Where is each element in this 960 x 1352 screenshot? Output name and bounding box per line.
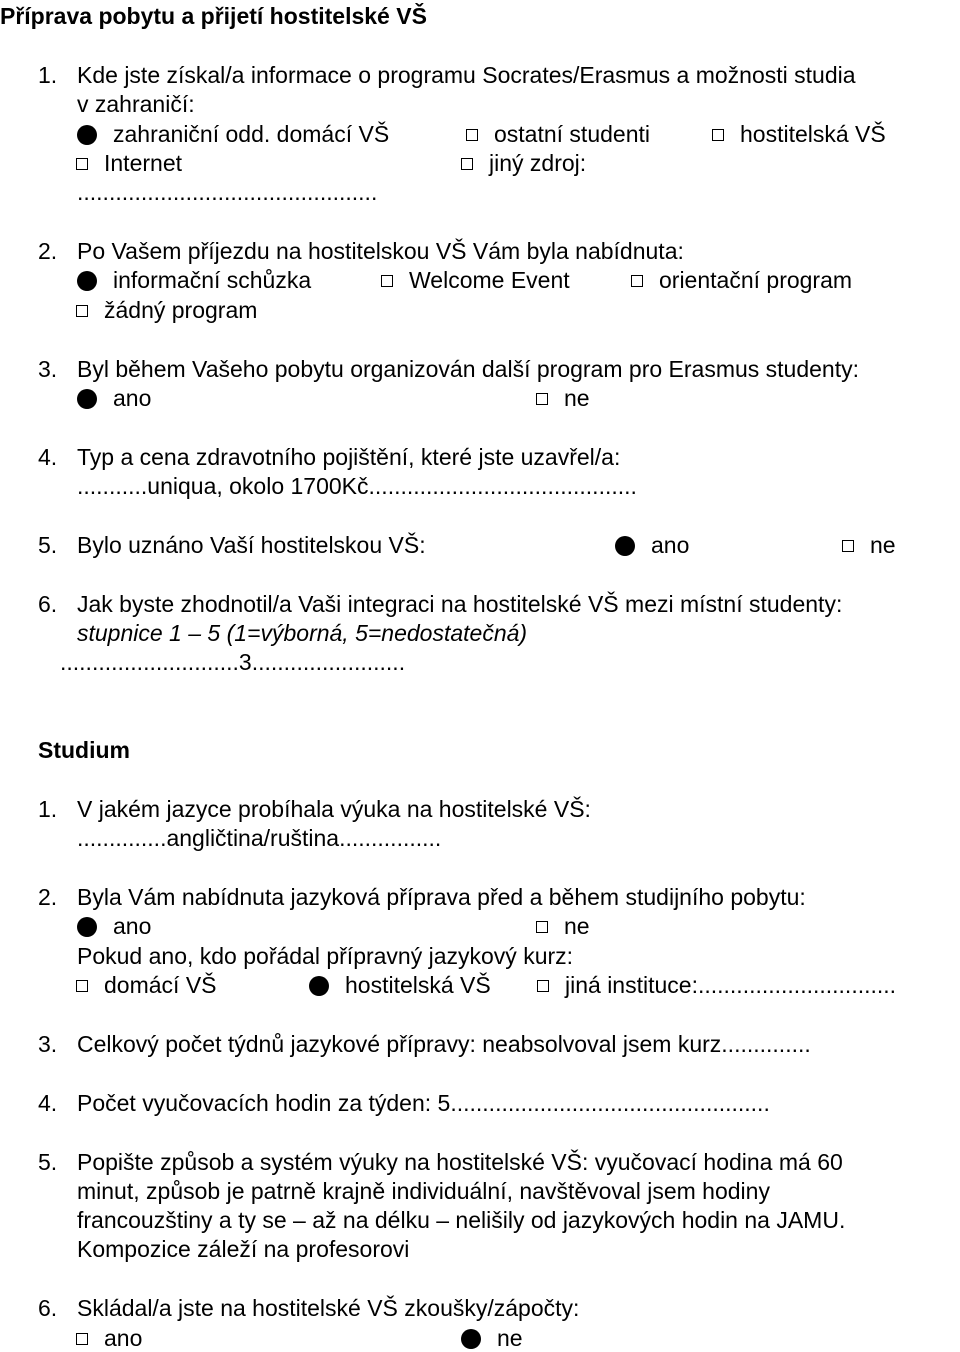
option-ano[interactable] bbox=[615, 531, 689, 559]
option-label: hostitelská VŠ bbox=[345, 972, 491, 998]
option-domaci-vs[interactable] bbox=[72, 971, 217, 999]
question-text: v zahraničí: bbox=[77, 91, 195, 117]
option-label: ano bbox=[113, 913, 152, 939]
empty-checkbox-icon bbox=[461, 158, 473, 170]
option-label: ostatní studenti bbox=[494, 121, 650, 147]
empty-checkbox-icon bbox=[76, 158, 88, 170]
question-number: 4. bbox=[38, 444, 58, 470]
option-label: informační schůzka bbox=[113, 267, 312, 293]
option-ne[interactable] bbox=[838, 531, 896, 559]
option-hostitelska-vs[interactable] bbox=[708, 120, 886, 148]
question-text: Kde jste získal/a informace o programu Socrates/Erasmus a možnosti studia bbox=[77, 62, 856, 88]
question-text: Byl během Vašeho pobytu organizován další program pro Erasmus studenty: bbox=[77, 356, 859, 382]
answer-text-line: minut, způsob je patrně krajně individuální, navštěvoval jsem hodiny bbox=[77, 1178, 770, 1204]
question-number: 3. bbox=[38, 1031, 58, 1057]
option-label: ne bbox=[870, 532, 896, 558]
question-text: Počet vyučovacích hodin za týden: 5.................................................. bbox=[77, 1090, 770, 1116]
option-zahranicni-odd[interactable] bbox=[77, 120, 389, 148]
option-label: domácí VŠ bbox=[104, 972, 217, 998]
answer-field[interactable]: ...........uniqua, okolo 1700Kč.......................................... bbox=[77, 473, 637, 499]
option-ne[interactable] bbox=[532, 912, 590, 940]
option-label: ne bbox=[564, 385, 590, 411]
question-text: Typ a cena zdravotního pojištění, které jste uzavřel/a: bbox=[77, 444, 621, 470]
option-orientacni-program[interactable] bbox=[627, 266, 852, 294]
option-label: Welcome Event bbox=[409, 267, 570, 293]
option-label: Internet bbox=[104, 150, 182, 176]
option-label: ano bbox=[651, 532, 690, 558]
option-label: ne bbox=[497, 1325, 523, 1351]
option-ne[interactable] bbox=[461, 1324, 523, 1352]
question-number: 1. bbox=[38, 796, 58, 822]
filled-circle-icon bbox=[461, 1329, 481, 1349]
question-text: V jakém jazyce probíhala výuka na hostitelské VŠ: bbox=[77, 796, 591, 822]
empty-checkbox-icon bbox=[76, 1333, 88, 1345]
empty-checkbox-icon bbox=[536, 921, 548, 933]
empty-checkbox-icon bbox=[76, 305, 88, 317]
answer-field[interactable]: ............................................... bbox=[77, 179, 378, 205]
answer-text-line: francouzštiny a ty se – až na délku – nelišily od jazykových hodin na JAMU. bbox=[77, 1207, 846, 1233]
option-internet[interactable] bbox=[72, 149, 182, 177]
question-number: 6. bbox=[38, 1295, 58, 1321]
question-number: 1. bbox=[38, 62, 58, 88]
empty-checkbox-icon bbox=[76, 980, 88, 992]
option-label: ne bbox=[564, 913, 590, 939]
filled-circle-icon bbox=[615, 536, 635, 556]
question-subtext: Pokud ano, kdo pořádal přípravný jazykový kurz: bbox=[77, 943, 574, 969]
empty-checkbox-icon bbox=[537, 980, 549, 992]
option-zadny-program[interactable] bbox=[72, 296, 257, 324]
empty-checkbox-icon bbox=[631, 275, 643, 287]
option-label: orientační program bbox=[659, 267, 853, 293]
question-text: Jak byste zhodnotil/a Vaši integraci na hostitelské VŠ mezi místní studenty: bbox=[77, 591, 843, 617]
option-label: hostitelská VŠ bbox=[740, 121, 886, 147]
filled-circle-icon bbox=[77, 125, 97, 145]
option-label: jiný zdroj: bbox=[489, 150, 587, 176]
question-text: Byla Vám nabídnuta jazyková příprava před a během studijního pobytu: bbox=[77, 884, 806, 910]
empty-checkbox-icon bbox=[712, 129, 724, 141]
question-text: Skládal/a jste na hostitelské VŠ zkoušky/zápočty: bbox=[77, 1295, 580, 1321]
question-text: Celkový počet týdnů jazykové přípravy: neabsolvoval jsem kurz.............. bbox=[77, 1031, 811, 1057]
filled-circle-icon bbox=[77, 917, 97, 937]
option-ano[interactable] bbox=[77, 384, 151, 412]
rating-scale: stupnice 1 – 5 (1=výborná, 5=nedostatečná) bbox=[77, 620, 528, 646]
answer-text-line: Kompozice záleží na profesorovi bbox=[77, 1236, 410, 1262]
answer-field[interactable]: ..............angličtina/ruština................ bbox=[77, 825, 442, 851]
question-number: 2. bbox=[38, 238, 58, 264]
empty-checkbox-icon bbox=[536, 393, 548, 405]
answer-field[interactable]: ............................3........................ bbox=[60, 649, 406, 675]
empty-checkbox-icon bbox=[466, 129, 478, 141]
section-title-studium: Studium bbox=[38, 737, 130, 763]
option-jina-instituce[interactable] bbox=[533, 971, 896, 999]
option-label: ano bbox=[113, 385, 152, 411]
option-label: ano bbox=[104, 1325, 143, 1351]
section-title-preparation: Příprava pobytu a přijetí hostitelské VŠ bbox=[0, 3, 427, 29]
option-label: zahraniční odd. domácí VŠ bbox=[113, 121, 390, 147]
question-number: 3. bbox=[38, 356, 58, 382]
empty-checkbox-icon bbox=[381, 275, 393, 287]
option-hostitelska-vs[interactable] bbox=[309, 971, 491, 999]
question-number: 2. bbox=[38, 884, 58, 910]
option-ano[interactable] bbox=[77, 912, 151, 940]
answer-text-line: Popište způsob a systém výuky na hostitelské VŠ: vyučovací hodina má 60 bbox=[77, 1149, 843, 1175]
option-label: žádný program bbox=[104, 297, 258, 323]
filled-circle-icon bbox=[309, 976, 329, 996]
question-number: 4. bbox=[38, 1090, 58, 1116]
empty-checkbox-icon bbox=[842, 540, 854, 552]
question-text: Po Vašem příjezdu na hostitelskou VŠ Vám byla nabídnuta: bbox=[77, 238, 684, 264]
filled-circle-icon bbox=[77, 271, 97, 291]
option-ano[interactable] bbox=[72, 1324, 142, 1352]
question-number: 5. bbox=[38, 532, 58, 558]
option-welcome-event[interactable] bbox=[377, 266, 570, 294]
option-jiny-zdroj[interactable] bbox=[457, 149, 586, 177]
option-label: jiná instituce:............................... bbox=[565, 972, 897, 998]
question-number: 5. bbox=[38, 1149, 58, 1175]
filled-circle-icon bbox=[77, 389, 97, 409]
option-ostatni-studenti[interactable] bbox=[462, 120, 650, 148]
option-ne[interactable] bbox=[532, 384, 590, 412]
question-number: 6. bbox=[38, 591, 58, 617]
question-text: Bylo uznáno Vaší hostitelskou VŠ: bbox=[77, 532, 426, 558]
option-informacni-schuzka[interactable] bbox=[77, 266, 311, 294]
